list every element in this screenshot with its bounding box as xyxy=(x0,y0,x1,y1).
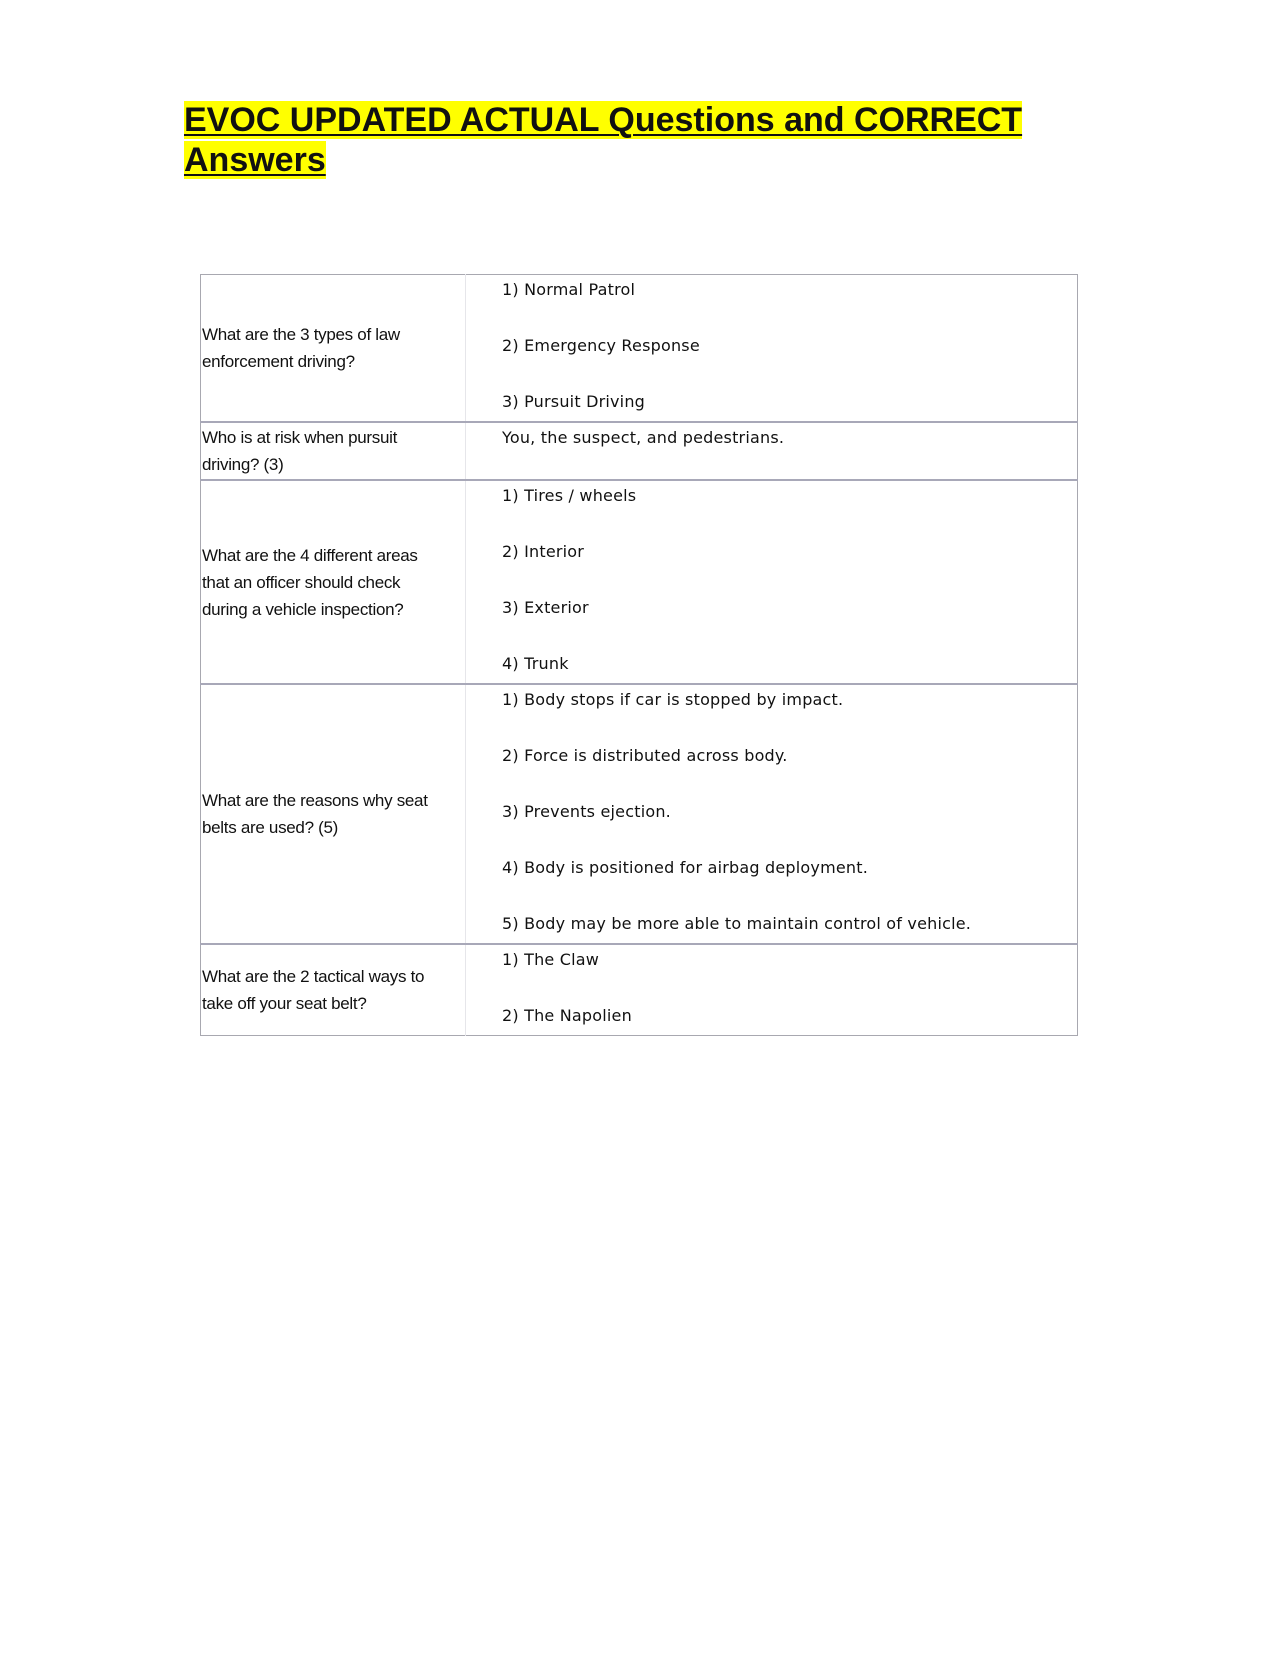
answer-line: 1) Normal Patrol xyxy=(502,280,636,299)
answer-line: 1) Tires / wheels xyxy=(502,486,637,505)
qa-table xyxy=(200,274,1078,1036)
question-cell: Who is at risk when pursuit driving? (3) xyxy=(201,422,466,480)
answer-line: 2) Force is distributed across body. xyxy=(502,746,788,765)
answer-line: 1) Body stops if car is stopped by impact. xyxy=(502,690,844,709)
table-row xyxy=(201,275,1078,423)
answer-line: 2) Emergency Response xyxy=(502,336,700,355)
answer-line: 4) Body is positioned for airbag deployment. xyxy=(502,858,869,877)
answer-cell xyxy=(466,684,1078,944)
answer-line: 3) Exterior xyxy=(502,598,589,617)
answer-cell xyxy=(466,422,1078,480)
page-title xyxy=(184,100,1084,180)
title-highlight: EVOC UPDATED ACTUAL Questions and CORRECT Answers xyxy=(184,101,1023,179)
question-cell: What are the 2 tactical ways to take off your seat belt? xyxy=(201,944,466,1036)
table-row xyxy=(201,480,1078,684)
table-row xyxy=(201,422,1078,480)
table-row xyxy=(201,944,1078,1036)
table-row xyxy=(201,684,1078,944)
answer-line: 5) Body may be more able to maintain control of vehicle. xyxy=(502,914,972,933)
answer-line: 4) Trunk xyxy=(502,654,569,673)
answer-line: 3) Pursuit Driving xyxy=(502,392,646,411)
answer-line: 2) The Napolien xyxy=(502,1006,632,1025)
question-cell: What are the 3 types of law enforcement driving? xyxy=(201,275,466,423)
title-block xyxy=(184,100,1084,180)
answer-line: 1) The Claw xyxy=(502,950,600,969)
qa-table-body xyxy=(201,275,1078,1036)
answer-cell xyxy=(466,480,1078,684)
answer-cell xyxy=(466,944,1078,1036)
answer-line: 3) Prevents ejection. xyxy=(502,802,671,821)
answer-cell xyxy=(466,275,1078,423)
question-cell: What are the reasons why seat belts are used? (5) xyxy=(201,684,466,944)
question-cell: What are the 4 different areas that an officer should check during a vehicle inspection? xyxy=(201,480,466,684)
answer-line: 2) Interior xyxy=(502,542,585,561)
answer-line: You, the suspect, and pedestrians. xyxy=(502,428,785,447)
